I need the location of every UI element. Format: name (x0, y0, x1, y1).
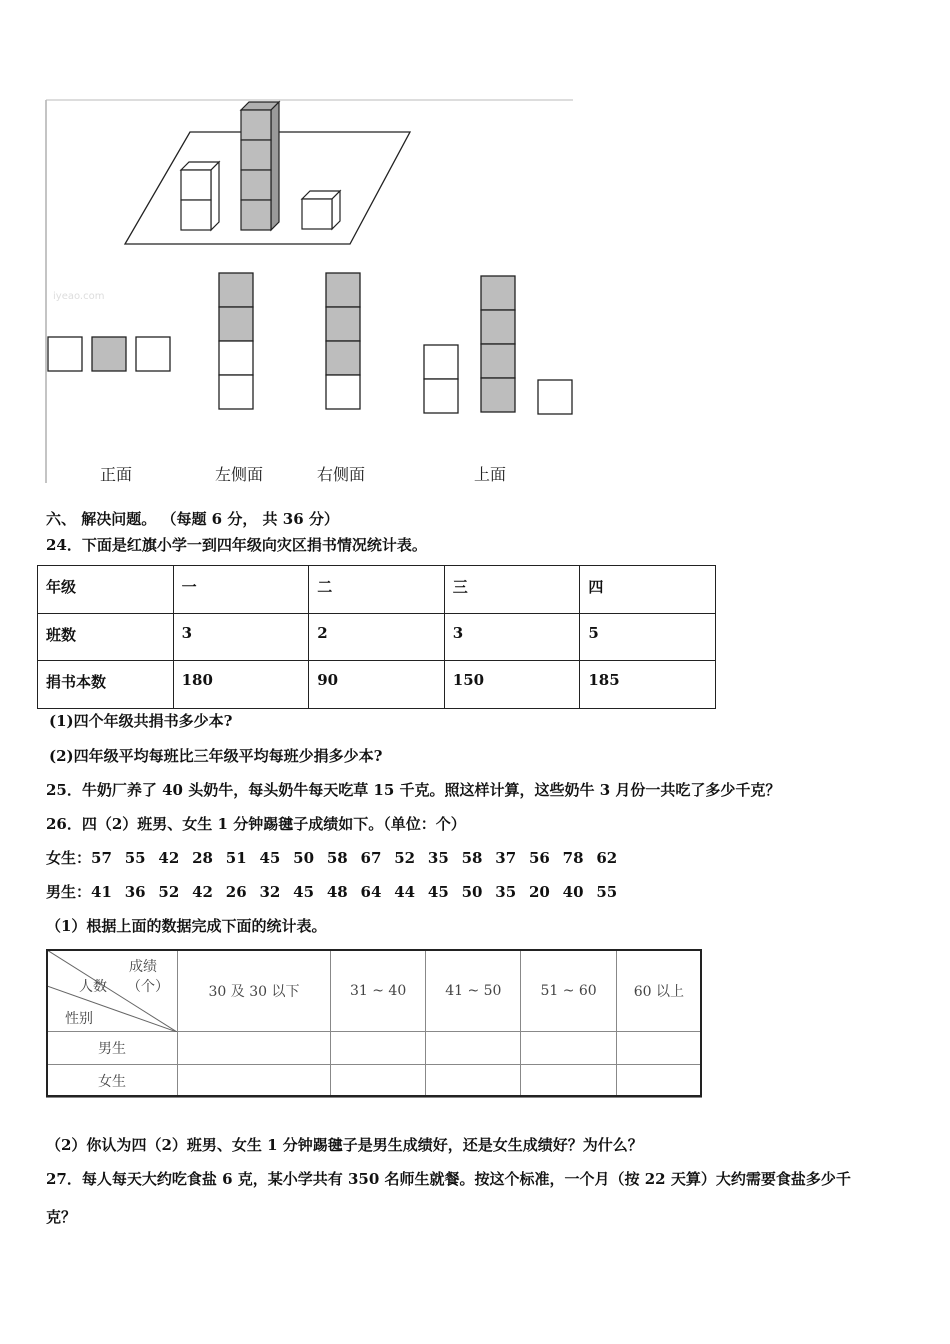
score-value: 45 (259, 849, 281, 867)
score-value: 51 (225, 849, 247, 867)
table-row (47, 1065, 702, 1098)
answer-cell[interactable] (521, 1065, 616, 1098)
cube-stack-middle (241, 102, 279, 230)
q26-text: 26．四（2）班男、女生 1 分钟踢毽子成绩如下。（单位：个） (46, 815, 466, 833)
answer-cell[interactable] (330, 1065, 425, 1098)
score-value: 50 (461, 883, 483, 901)
column-header: 30 及 30 以下 (178, 950, 331, 1032)
q24-text: 24．下面是红旗小学一到四年级向灾区捐书情况统计表。 (46, 536, 427, 554)
table-cell: 5 (580, 613, 716, 661)
score-value: 32 (259, 883, 281, 901)
q26-girls-row (46, 848, 617, 868)
score-value: 52 (158, 883, 180, 901)
corner-cell (47, 950, 178, 1032)
table-cell: 三 (444, 566, 580, 614)
right-view-label: 右侧面 (317, 465, 366, 484)
table-row (47, 1032, 702, 1065)
answer-cell[interactable] (330, 1032, 425, 1065)
answer-cell[interactable] (426, 1065, 521, 1098)
score-value: 26 (225, 883, 247, 901)
row-header: 男生 (47, 1032, 178, 1065)
table-cell: 180 (173, 661, 309, 709)
score-value: 42 (158, 849, 180, 867)
cube-figure (45, 98, 575, 488)
column-header: 31 ~ 40 (330, 950, 425, 1032)
cube-single-right (302, 191, 340, 229)
score-value: 62 (596, 849, 618, 867)
answer-cell[interactable] (521, 1032, 616, 1065)
score-value: 55 (596, 883, 618, 901)
corner-unit: （个） (127, 979, 169, 995)
section-title: 六、 解决问题。 （每题 6 分， 共 36 分） (46, 510, 339, 528)
corner-people: 人数 (79, 979, 107, 995)
front-view-label: 正面 (100, 465, 133, 484)
column-header: 41 ~ 50 (426, 950, 521, 1032)
q24-sub1: (1)四个年级共捐书多少本? (49, 712, 233, 730)
corner-score: 成绩 (129, 959, 157, 975)
score-value: 40 (562, 883, 584, 901)
q26-sub1: （1）根据上面的数据完成下面的统计表。 (46, 917, 327, 935)
watermark: iyeao.com (53, 291, 105, 302)
table-row (38, 613, 716, 661)
score-value: 50 (293, 849, 315, 867)
left-side-view (219, 273, 253, 409)
score-value: 56 (528, 849, 550, 867)
score-value: 36 (124, 883, 146, 901)
boys-values (91, 883, 617, 901)
answer-cell[interactable] (616, 1032, 701, 1065)
table-cell: 四 (580, 566, 716, 614)
q26-boys-row (46, 882, 617, 902)
score-value: 45 (293, 883, 315, 901)
girls-label: 女生： (46, 849, 92, 867)
table-row (38, 566, 716, 614)
q24-table (37, 565, 716, 709)
q27-line1: 27．每人每天大约吃食盐 6 克，某小学共有 350 名师生就餐。按这个标准，一个月（按 22 天算）大约需要食盐多少千 (46, 1170, 851, 1188)
corner-gender: 性别 (65, 1011, 93, 1027)
q26-sub2: （2）你认为四（2）班男、女生 1 分钟踢毽子是男生成绩好，还是女生成绩好？为什么？ (46, 1136, 643, 1154)
score-value: 52 (394, 849, 416, 867)
score-value: 45 (427, 883, 449, 901)
score-value: 35 (495, 883, 517, 901)
score-value: 44 (394, 883, 416, 901)
score-value: 55 (124, 849, 146, 867)
column-header: 60 以上 (616, 950, 701, 1032)
score-value: 58 (326, 849, 348, 867)
table-cell: 150 (444, 661, 580, 709)
table-cell: 捐书本数 (38, 661, 174, 709)
score-value: 20 (528, 883, 550, 901)
table-cell: 年级 (38, 566, 174, 614)
top-view (424, 276, 572, 414)
score-value: 67 (360, 849, 382, 867)
table-cell: 90 (309, 661, 445, 709)
table-cell: 班数 (38, 613, 174, 661)
cube-figure-svg (45, 98, 575, 488)
table-cell: 一 (173, 566, 309, 614)
table-row (38, 661, 716, 709)
q27-line2: 克？ (46, 1208, 77, 1226)
table-cell: 2 (309, 613, 445, 661)
table-cell: 185 (580, 661, 716, 709)
score-value: 42 (192, 883, 213, 901)
table-cell: 3 (173, 613, 309, 661)
q26-table (46, 949, 702, 1098)
score-value: 28 (192, 849, 213, 867)
row-header: 女生 (47, 1065, 178, 1098)
answer-cell[interactable] (426, 1032, 521, 1065)
column-header: 51 ~ 60 (521, 950, 616, 1032)
table-cell: 3 (444, 613, 580, 661)
answer-cell[interactable] (178, 1032, 331, 1065)
score-value: 57 (91, 849, 112, 867)
score-value: 78 (562, 849, 584, 867)
table-cell: 二 (309, 566, 445, 614)
score-value: 41 (91, 883, 112, 901)
right-side-view (326, 273, 360, 409)
score-value: 64 (360, 883, 382, 901)
girls-values (91, 849, 617, 867)
score-value: 58 (461, 849, 483, 867)
boys-label: 男生： (46, 883, 92, 901)
table-row (47, 950, 702, 1032)
q24-sub2: (2)四年级平均每班比三年级平均每班少捐多少本? (49, 747, 383, 765)
score-value: 37 (495, 849, 517, 867)
score-value: 48 (326, 883, 348, 901)
answer-cell[interactable] (178, 1065, 331, 1098)
top-view-label: 上面 (474, 465, 507, 484)
cube-stack-left (181, 162, 219, 230)
front-view (48, 337, 170, 371)
q25-text: 25．牛奶厂养了 40 头奶牛，每头奶牛每天吃草 15 千克。照这样计算，这些奶牛 3 月份一共吃了多少千克？ (46, 781, 781, 799)
score-value: 35 (427, 849, 449, 867)
left-view-label: 左侧面 (215, 465, 264, 484)
answer-cell[interactable] (616, 1065, 701, 1098)
